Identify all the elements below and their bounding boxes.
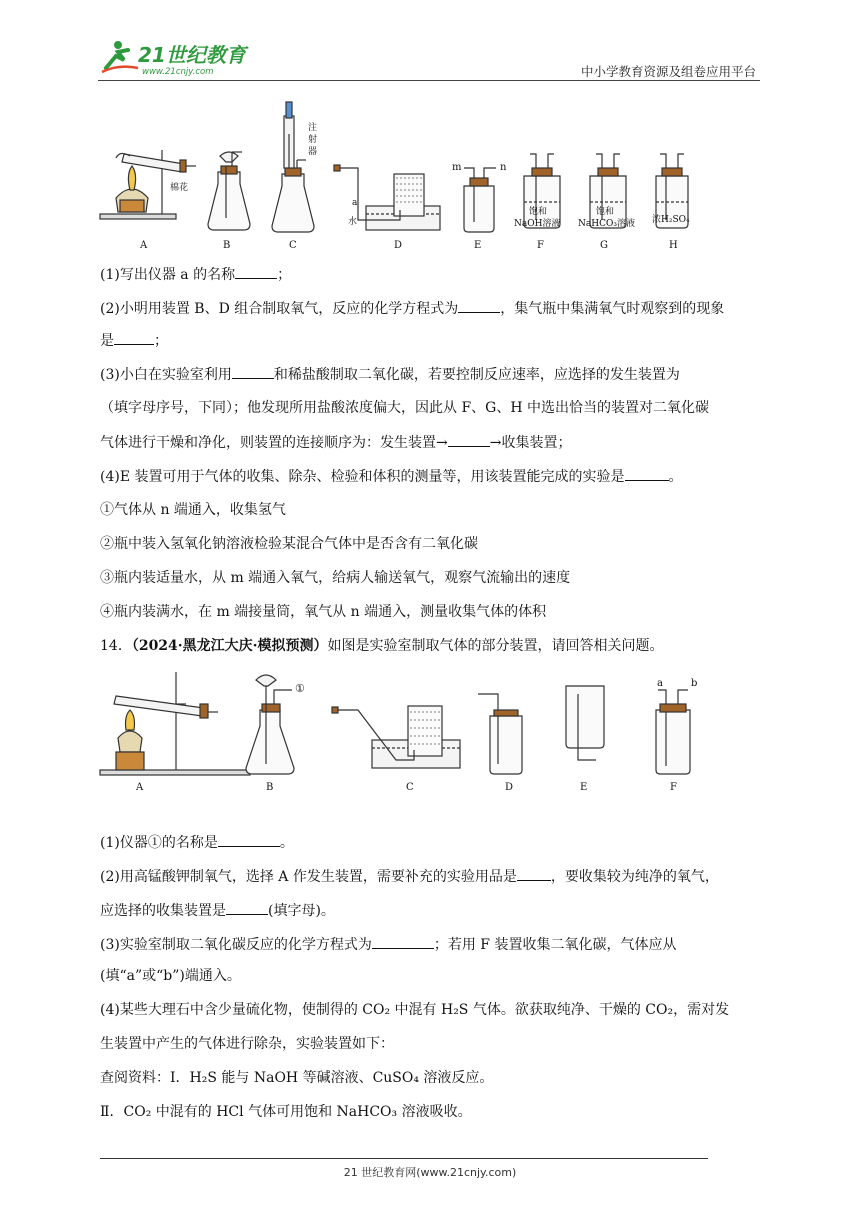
fig2-label-D: D [505,782,514,793]
label-water: 水 [348,217,358,227]
runner-icon [102,41,138,72]
label-syringe: 注射器 [308,123,318,157]
answer-blank[interactable] [218,832,280,847]
q14-part1: (1)仪器①的名称是 。 [100,832,294,853]
page-header [98,38,760,82]
label-n: n [500,162,507,173]
apparatus-figure-1 [96,94,716,254]
label-f1: 饱和 [529,207,548,217]
q14-part3-cont: (填“a”或“b”)端通入。 [100,968,241,984]
fig2-label-A: A [136,782,144,793]
apparatus-E2 [566,686,604,760]
svg-text:www.21cnjy.com: www.21cnjy.com [142,67,214,77]
site-logo [98,38,268,78]
q14-stem: 14．（2024·黑龙江大庆·模拟预测）如图是实验室制取气体的部分装置，请回答相关问题。 [100,638,664,654]
apparatus-A2 [100,672,250,775]
label-g1: 饱和 [596,207,615,217]
answer-blank[interactable] [372,934,434,949]
q13-part4: (4)E 装置可用于气体的收集、除杂、检验和体积的测量等，用该装置能完成的实验是 。 [100,466,683,487]
q14-part3: (3)实验室制取二氧化碳反应的化学方程式为 ；若用 F 装置收集二氧化碳，气体应从 [100,934,676,955]
q13-option-4: ④瓶内装满水，在 m 端接量筒，氧气从 n 端通入，测量收集气体的体积 [100,604,547,620]
fig1-label-G: G [600,240,608,251]
apparatus-E [464,168,496,232]
answer-blank[interactable] [114,330,154,345]
answer-blank[interactable] [235,264,277,279]
svg-text:21世纪教育: 21世纪教育 [138,43,246,67]
q13-part3: (3)小白在实验室利用 和稀盐酸制取二氧化碳，若要控制反应速率，应选择的发生装置为 [100,364,680,385]
q13-part1: (1)写出仪器 a 的名称 ； [100,264,291,285]
fig2-label-F: F [670,782,677,793]
label-g2: NaHCO₃溶液 [578,219,635,229]
q13-part2: (2)小明用装置 B、D 组合制取氧气，反应的化学方程式为 ，集气瓶中集满氧气时观察到的现象 [100,298,724,319]
q14-part2: (2)用高锰酸钾制氧气，选择 A 作发生装置，需要补充的实验用品是 ，要收集较为纯净的氧气， [100,866,719,887]
q13-part2-cont: 是 ； [100,330,168,351]
apparatus-D2 [478,694,522,774]
fig2-label-C: C [406,782,414,793]
fig2-label-E: E [580,782,588,793]
answer-blank[interactable] [517,866,551,881]
label-a2: a [657,678,663,689]
label-h: 浓H₂SO₄ [652,215,690,225]
q14-reference-2: Ⅱ．CO₂ 中混有的 HCl 气体可用饱和 NaHCO₃ 溶液吸收。 [100,1104,472,1120]
q13-part3-cont1: （填字母序号，下同）；他发现所用盐酸浓度偏大，因此从 F、G、H 中选出恰当的装置对二氧化碳 [100,400,710,416]
q13-option-2: ②瓶中装入氢氧化钠溶液检验某混合气体中是否含有二氧化碳 [100,536,478,552]
question-source: （2024·黑龙江大庆·模拟预测） [131,638,328,654]
apparatus-B2 [246,675,294,774]
answer-blank[interactable] [458,298,500,313]
answer-blank[interactable] [226,900,268,915]
platform-name: 中小学教育资源及组卷应用平台 [580,64,756,79]
fig1-label-F: F [537,240,544,251]
header-rule [98,80,760,81]
label-m: m [452,162,462,173]
fig1-label-B: B [223,240,231,251]
label-a: a [352,198,358,208]
fig1-label-E: E [474,240,482,251]
q13-part3-cont2: 气体进行干燥和净化，则装置的连接顺序为：发生装置→ →收集装置； [100,432,571,453]
q14-reference-1: 查阅资料：Ⅰ．H₂S 能与 NaOH 等碱溶液、CuSO₄ 溶液反应。 [100,1070,494,1086]
q14-part4-cont: 生装置中产生的气体进行除杂，实验装置如下： [100,1036,394,1052]
q13-option-1: ①气体从 n 端通入，收集氢气 [100,502,286,518]
answer-blank[interactable] [625,466,669,481]
label-b2: b [691,678,698,689]
q13-option-3: ③瓶内装适量水，从 m 端通入氧气，给病人输送氧气，观察气流输出的速度 [100,570,571,586]
apparatus-B [208,152,250,230]
label-cotton: 棉花 [170,183,189,193]
footer-rule [100,1158,708,1159]
footer-text: 21 世纪教育网(www.21cnjy.com) [343,1166,517,1179]
label-circle-1: ① [295,682,305,695]
fig1-label-H: H [669,240,678,251]
q14-part4: (4)某些大理石中含少量硫化物，使制得的 CO₂ 中混有 H₂S 气体。欲获取纯净、干燥的 CO₂，需对发 [100,1002,730,1018]
answer-blank[interactable] [232,364,274,379]
answer-blank[interactable] [448,432,490,447]
apparatus-figure-2 [96,664,716,802]
question-number: 14． [100,638,132,654]
apparatus-C2 [332,706,460,768]
q14-part2-cont: 应选择的收集装置是 (填字母)。 [100,900,335,921]
fig1-label-C: C [289,240,297,251]
fig1-label-A: A [140,240,148,251]
apparatus-F2 [656,690,690,774]
label-f2: NaOH溶液 [514,219,561,229]
fig2-label-B: B [266,782,274,793]
fig1-label-D: D [394,240,403,251]
